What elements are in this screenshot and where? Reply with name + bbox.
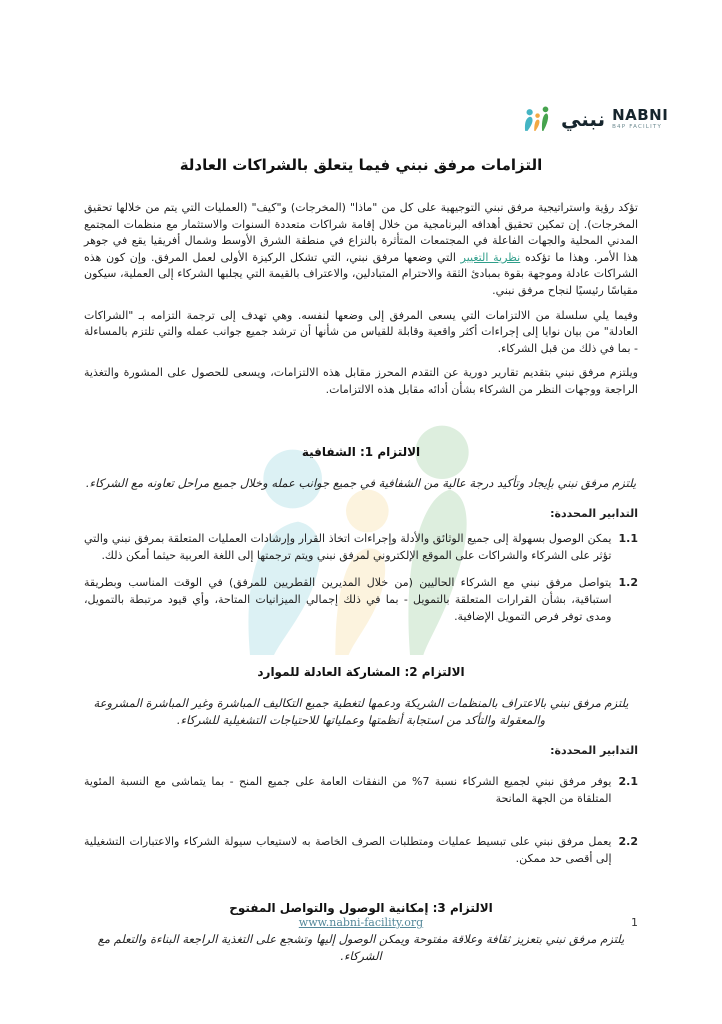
nabni-logo: [520, 104, 668, 134]
intro-paragraph-1: [84, 200, 638, 300]
measure-text: يتواصل مرفق نبني مع الشركاء الحاليين (من خلال المديرين القطريين للمرفق) في الوقت المناسب وبطريقة استباقية، بشأن القرارات المتعلقة بالتمويل - بما في ذلك إجمالي الميزانيات المتاحة، وأي قيود مرتبطة بالتمويل، ومدى توفر فرص التمويل الإضافية.: [84, 575, 612, 623]
measure-number: 2.1: [618, 774, 638, 788]
logo-latin-name: NABNI: [612, 105, 669, 124]
page-footer: [84, 916, 638, 929]
section-3-commitment: يلتزم مرفق نبني بتعزيز ثقافة وعلاقة مفتوحة ويمكن الوصول إليها وتشجع على التغذية الراجعة البناءة والتعلم مع الشركاء.: [97, 931, 625, 963]
intro-p1-before: تؤكد رؤية واستراتيجية مرفق نبني التوجيهية على كل من "ماذا" (المخرجات) و"كيف" (العمليات التي يتم من خلالها تحقيق المخرجات). إن تمكين تحقيق أهدافه البرنامجية من خلال إقامة شراكات متعددة السنوات والاستثمار مع منظمات المجتمع المدني المحلية والجهات الفاعلة في المجتمعات المتأثرة بالنزاع في منطقة الشرق الأوسط وشمال أفريقيا يقع في جوهر هذا الأمر. وهذا ما تؤكده: [84, 201, 638, 264]
measure-text: يوفر مرفق نبني لجميع الشركاء نسبة 7% من النفقات العامة على جميع المنح - بما يتماشى مع النسبة المئوية المتلقاة من الجهة المانحة: [84, 774, 612, 805]
measure-text: يمكن الوصول بسهولة إلى جميع الوثائق والأدلة وإجراءات اتخاذ القرار وإرشادات العمليات المتعلقة بمرفق نبني والتي تؤثر على الشركاء والشراكات على الموقع الإلكتروني لمرفق نبني ويتم ترجمتها إلى اللغة العربية حيثما أمكن ذلك.: [84, 531, 612, 562]
section-3-heading: الالتزام 3: إمكانية الوصول والتواصل المفتوح: [229, 900, 493, 915]
list-item: [84, 833, 638, 867]
page-number: 1: [631, 916, 638, 929]
theory-of-change-link[interactable]: نظرية التغيير: [460, 250, 521, 264]
section-1-commitment: يلتزم مرفق نبني بإيجاد وتأكيد درجة عالية من الشفافية في جميع جوانب عمله وخلال جميع مراحل تعاونه مع الشركاء.: [85, 475, 637, 490]
list-item: [84, 773, 638, 807]
section-1-measures-label: التدابير المحددة:: [550, 506, 638, 520]
intro-p1-after: التي وضعها مرفق نبني، التي تشكل الركيزة الأولى لعمل المرفق. وإن كون هذه الشراكات عادلة وموجهة بقوة بمبادئ الثقة والاحترام المتبادلين، والاعتراف بالقيمة التي يجلبها الشركاء إلى العملية، سيكون مقياسًا رئيسيًا لنجاح مرفق نبني.: [84, 250, 638, 297]
logo-arabic-name: نبني: [561, 107, 606, 131]
nabni-logo-icon: [520, 104, 554, 134]
footer-website-link[interactable]: www.nabni-facility.org: [298, 916, 424, 929]
measure-text: يعمل مرفق نبني على تبسيط عمليات ومتطلبات الصرف الخاصة به لاستيعاب سيولة الشركاء والاعتبارات التشغيلية إلى أقصى حد ممكن.: [84, 834, 612, 865]
header: [84, 0, 669, 134]
list-item: [84, 574, 638, 625]
section-2-commitment: يلتزم مرفق نبني بالاعتراف بالمنظمات الشريكة ودعمها لتغطية جميع التكاليف المباشرة وغير المباشرة المشروعة والمعقولة والتأكد من استجابة أنظمتها وعملياتها للاحتياجات التشغيلية للشركاء.: [93, 695, 629, 727]
section-2-measures-label: التدابير المحددة:: [550, 743, 638, 757]
measure-number: 1.2: [618, 575, 638, 589]
logo-subtext: B4P FACILITY: [612, 123, 663, 130]
measure-number: 1.1: [618, 531, 638, 545]
list-item: [84, 530, 638, 564]
intro-block: [84, 200, 638, 399]
intro-paragraph-2: وفيما يلي سلسلة من الالتزامات التي يسعى المرفق إلى وضعها لنفسه. وهي تهدف إلى ترجمة التزامه بـ "الشراكات العادلة" من بيان نوايا إلى إجراءات أكثر واقعية وقابلة للقياس من شأنها أن ترشد جميع جوانب عمله والتي تلتزم بالمساءلة - بما في ذلك من قبل الشركاء.: [84, 308, 638, 355]
section-2-heading: الالتزام 2: المشاركة العادلة للموارد: [257, 664, 465, 679]
intro-paragraph-3: ويلتزم مرفق نبني بتقديم تقارير دورية عن التقدم المحرز مقابل هذه الالتزامات، ويسعى للحصول على المشورة والتغذية الراجعة ووجهات النظر من الشركاء بشأن أدائه مقابل هذه الالتزامات.: [84, 366, 638, 396]
section-1-heading: الالتزام 1: الشفافية: [301, 444, 421, 459]
page-title: التزامات مرفق نبني فيما يتعلق بالشراكات العادلة: [179, 156, 543, 174]
measure-number: 2.2: [618, 834, 638, 848]
